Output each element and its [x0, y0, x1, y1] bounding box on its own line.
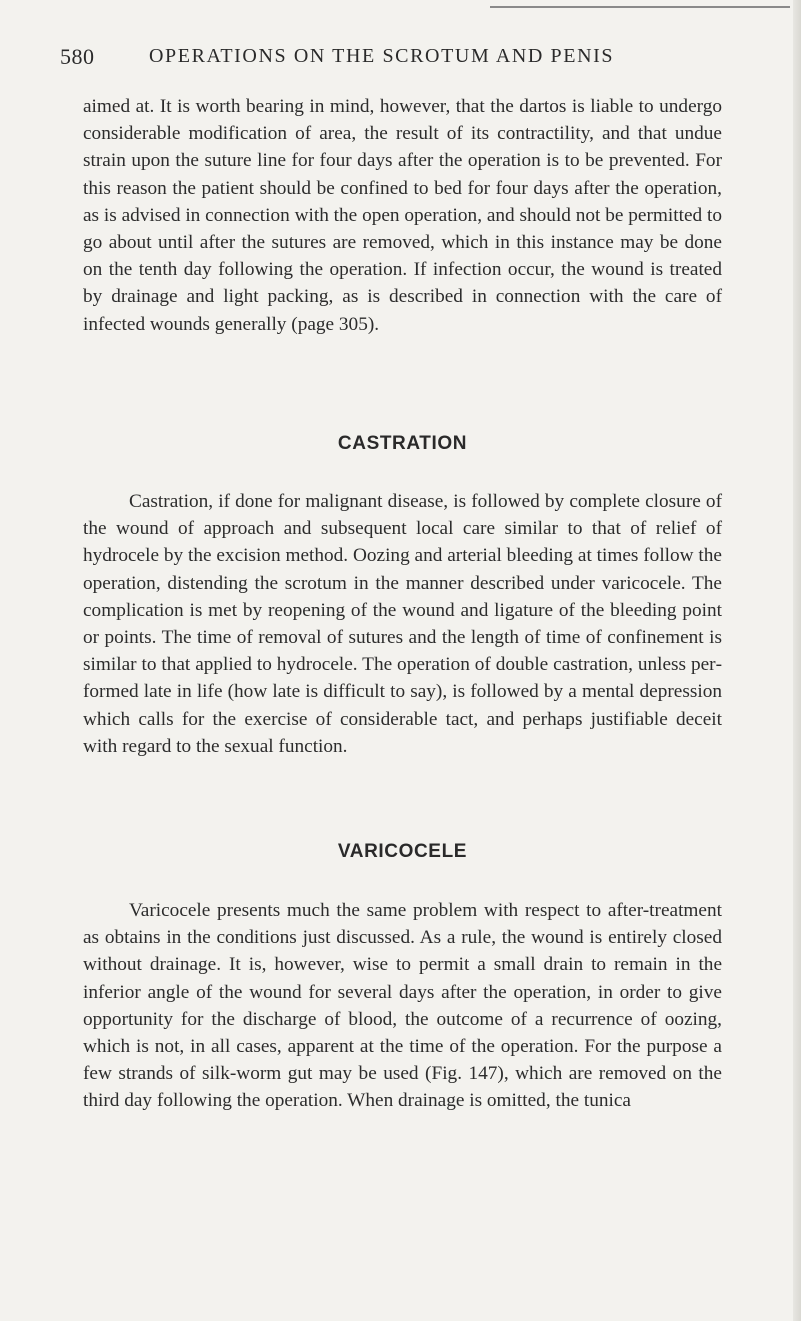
- page-header: [60, 44, 760, 74]
- intro-paragraph: aimed at. It is worth bearing in mind, however, that the dartos is liable to undergo considerable modification of area, the result of its contractility, and that undue strain upon the suture line for four days after the operation is to be prevented. For this reason the patient should be confined to bed for four days after the operation, as is advised in connection with the open operation, and should not be permitted to go about until after the sutures are removed, which in this instance may be done on the tenth day following the operation. If infection occur, the wound is treated by drainage and light packing, as is described in connection with the care of infected wounds generally (page 305).: [83, 96, 722, 335]
- running-head: OPERATIONS ON THE SCROTUM AND PENIS: [149, 45, 615, 67]
- page-edge: [793, 0, 801, 1321]
- varicocele-heading: VARICOCELE: [337, 841, 468, 862]
- castration-heading: CASTRATION: [337, 433, 468, 454]
- varicocele-paragraph: Varicocele presents much the same problem with respect to after-treatment as obtains in the conditions just discussed. As a rule, the wound is entirely closed without drainage. It is, however, wise to permit a small drain to remain in the inferior angle of the wound for several days after the operation, in order to give opportunity for the discharge of blood, the outcome of a recurrence of oozing, which is not, in all cases, apparent at the time of the operation. For the purpose a few strands of silk-worm gut may be used (Fig. 147), which are removed on the third day following the operation. When drainage is omitted, the tunica: [83, 900, 722, 1112]
- page-number: 580: [60, 44, 95, 69]
- top-rule: [490, 0, 790, 8]
- castration-paragraph: Castration, if done for malignant disease, is followed by complete closure of the wound of approach and subsequent local care similar to that of relief of hydrocele by the excision method. Oozing and arterial bleeding at times follow the operation, distending the scrotum in the manner described under varicocele. The complication is met by reopening of the wound and ligature of the bleeding point or points. The time of removal of sutures and the length of time of confinement is similar to that applied to hydrocele. The operation of double castration, unless performed late in life (how late is difficult to say), is followed by a mental depression which calls for the exercise of considerable tact, and perhaps justifiable deceit with regard to the sexual function.: [83, 491, 722, 757]
